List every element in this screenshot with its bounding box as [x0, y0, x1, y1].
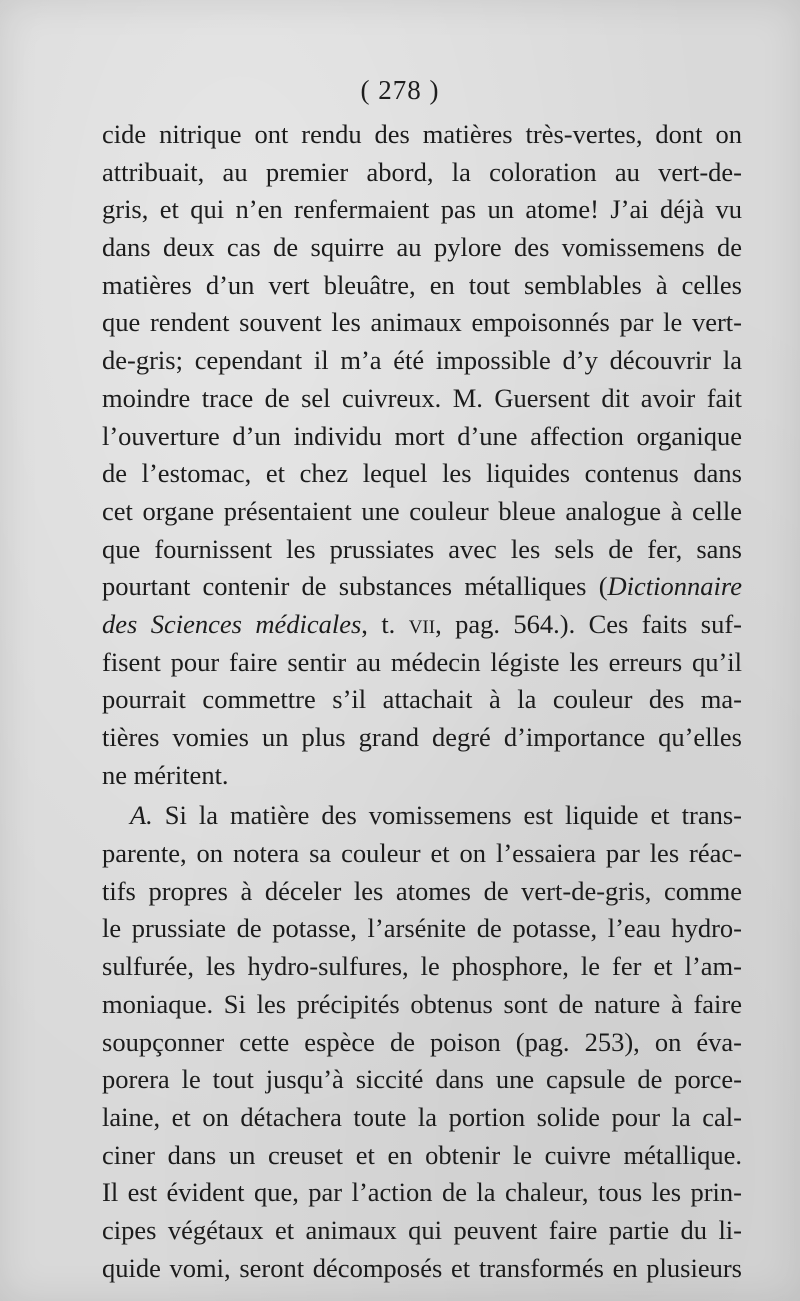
- text-line: [102, 797, 742, 835]
- text-run: laine, et on détachera toute la portion solide pour la cal-: [102, 1101, 742, 1132]
- text-run: , t.: [361, 608, 409, 639]
- text-line: [102, 493, 742, 531]
- smallcaps-text: vii: [408, 608, 436, 639]
- text-line: [102, 568, 742, 606]
- text-line: [102, 1174, 742, 1212]
- text-run: Il est évident que, par l’action de la chaleur, tous les prin-: [102, 1177, 742, 1208]
- text-run: cipes végétaux et animaux qui peuvent faire partie du li-: [102, 1214, 742, 1245]
- text-line: [102, 986, 742, 1024]
- text-line: [102, 154, 742, 192]
- text-run: fisent pour faire sentir au médecin légiste les erreurs qu’il: [102, 646, 742, 677]
- text-run: ne méritent.: [102, 759, 229, 790]
- text-line: [102, 1250, 742, 1288]
- text-run: moniaque. Si les précipités obtenus sont de nature à faire: [102, 988, 742, 1019]
- italic-text: A.: [130, 800, 153, 831]
- text-line: [102, 116, 742, 154]
- text-run: de l’estomac, et chez lequel les liquides contenus dans: [102, 458, 742, 489]
- text-line: [102, 873, 742, 911]
- text-line: [102, 267, 742, 305]
- text-line: [102, 681, 742, 719]
- text-line: [102, 757, 742, 795]
- text-line: [102, 835, 742, 873]
- text-line: [102, 304, 742, 342]
- italic-text: des Sciences médicales: [102, 608, 362, 639]
- text-line: [102, 418, 742, 456]
- text-line: [102, 380, 742, 418]
- text-run: porera le tout jusqu’à siccité dans une capsule de porce-: [102, 1064, 742, 1095]
- text-run: soupçonner cette espèce de poison (pag. 253), on éva-: [102, 1026, 742, 1057]
- text-run: moindre trace de sel cuivreux. M. Guersent dit avoir fait: [102, 382, 742, 413]
- paragraph: [102, 116, 742, 794]
- text-line: [102, 229, 742, 267]
- body-text: [102, 116, 742, 1287]
- text-run: le prussiate de potasse, l’arsénite de potasse, l’eau hydro-: [102, 913, 742, 944]
- text-run: pourrait commettre s’il attachait à la couleur des ma-: [102, 684, 742, 715]
- text-run: Si la matière des vomissemens est liquide et trans-: [152, 800, 742, 831]
- text-run: pourtant contenir de substances métalliques (: [102, 571, 608, 602]
- text-line: [102, 191, 742, 229]
- text-run: cet organe présentaient une couleur bleue analogue à celle: [102, 495, 742, 526]
- text-run: que rendent souvent les animaux empoisonnés par le vert-: [102, 307, 742, 338]
- page-number: ( 278 ): [360, 75, 440, 105]
- text-run: tières vomies un plus grand degré d’importance qu’elles: [102, 722, 742, 752]
- text-line: [102, 1212, 742, 1250]
- text-line: [102, 531, 742, 569]
- text-run: dans deux cas de squirre au pylore des vomissemens de: [102, 232, 742, 263]
- text-run: ciner dans un creuset et en obtenir le cuivre métallique.: [102, 1139, 742, 1170]
- text-line: [102, 948, 742, 986]
- text-run: cide nitrique ont rendu des matières très-vertes, dont on: [102, 119, 742, 149]
- text-line: [102, 1099, 742, 1137]
- text-line: [102, 910, 742, 948]
- text-run: sulfurée, les hydro-sulfures, le phosphore, le fer et l’am-: [102, 951, 742, 982]
- text-line: [102, 644, 742, 682]
- text-line: [102, 342, 742, 380]
- text-run: attribuait, au premier abord, la coloration au vert-de-: [102, 156, 742, 187]
- italic-text: Dictionnaire: [607, 571, 742, 602]
- text-run: tifs propres à déceler les atomes de vert-de-gris, comme: [102, 875, 742, 906]
- text-line: [102, 1061, 742, 1099]
- text-run: l’ouverture d’un individu mort d’une affection organique: [102, 420, 742, 451]
- text-run: quide vomi, seront décomposés et transformés en plusieurs: [102, 1252, 742, 1283]
- text-line: [102, 1024, 742, 1062]
- text-run: gris, et qui n’en renfermaient pas un atome! J’ai déjà vu: [102, 194, 742, 225]
- text-run: matières d’un vert bleuâtre, en tout semblables à celles: [102, 269, 742, 300]
- text-line: [102, 1137, 742, 1175]
- text-run: parente, on notera sa couleur et on l’essaiera par les réac-: [102, 838, 742, 869]
- text-run: , pag. 564.). Ces faits suf-: [435, 608, 742, 639]
- text-run: de-gris; cependant il m’a été impossible d’y découvrir la: [102, 345, 742, 376]
- paragraph: [102, 797, 742, 1287]
- text-line: [102, 455, 742, 493]
- text-run: que fournissent les prussiates avec les sels de fer, sans: [102, 533, 742, 564]
- text-line: [102, 719, 742, 757]
- text-line: [102, 606, 742, 644]
